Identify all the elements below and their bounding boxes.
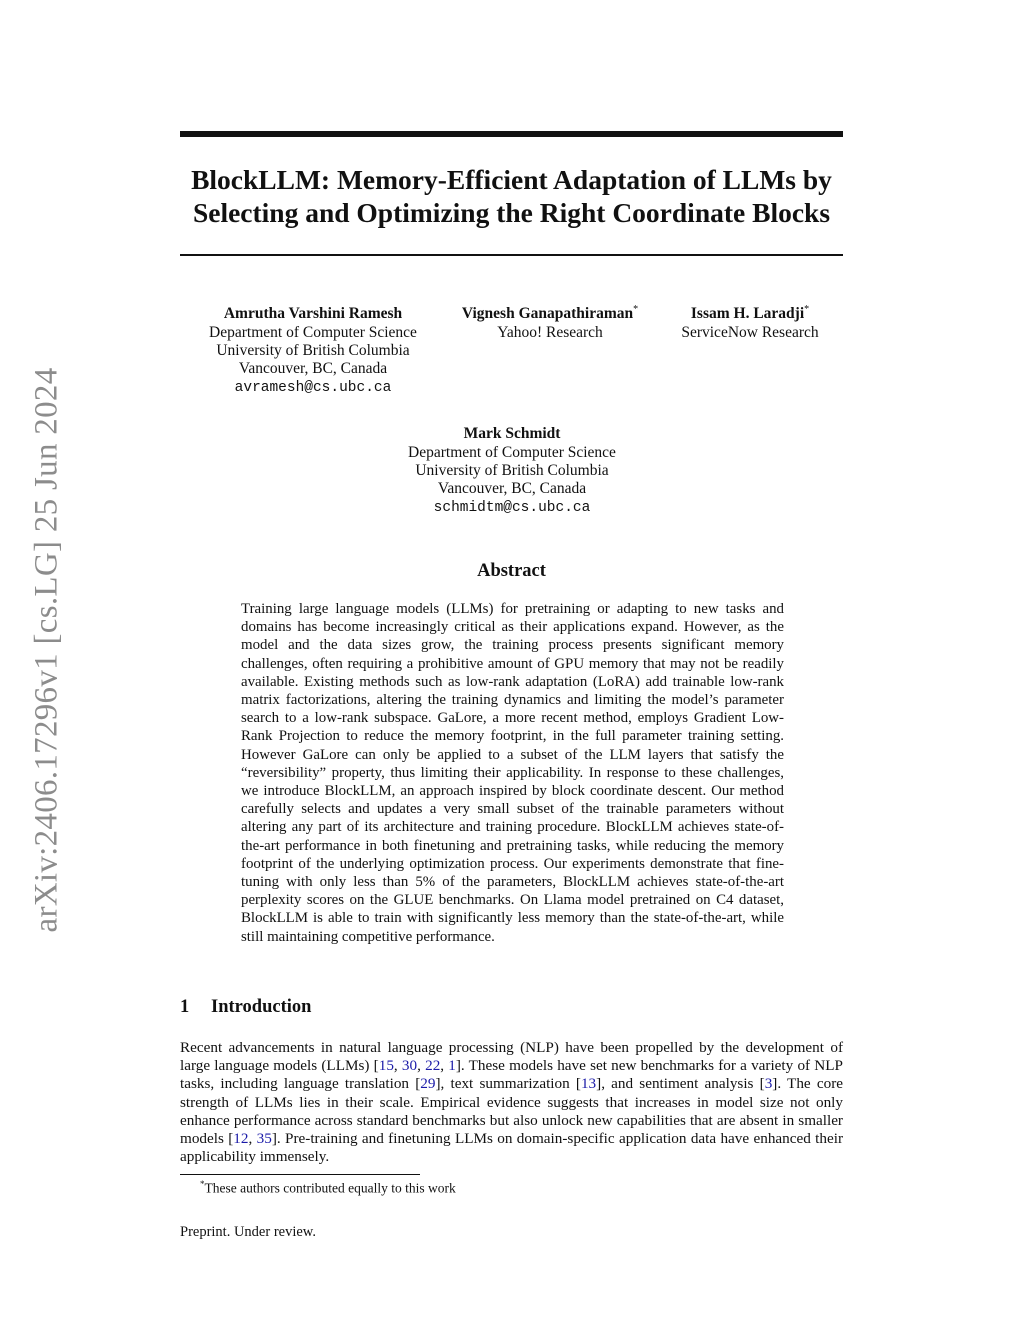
author-block-2 xyxy=(445,301,655,342)
preprint-note: Preprint. Under review. xyxy=(180,1224,316,1240)
citation-link[interactable]: 12 xyxy=(233,1130,249,1148)
title-top-rule xyxy=(180,131,843,137)
section-heading-introduction xyxy=(180,997,311,1018)
citation-link[interactable]: 13 xyxy=(580,1075,597,1093)
author-affiliation: Department of Computer Science xyxy=(209,323,417,341)
author-affiliation: ServiceNow Research xyxy=(681,323,819,341)
author-email[interactable]: avramesh@cs.ubc.ca xyxy=(234,379,392,396)
arxiv-identifier: arXiv:2406.17296v1 [cs.LG] 25 Jun 2024 xyxy=(28,367,65,933)
introduction-paragraph: Recent advancements in natural language processing (NLP) have been propelled by the development of large language models (LLMs) [15, 30, 22, 1]. These models have set new benchmarks for a variety of NLP tasks, including language translation [29], text summarization [13], and sentiment analysis [3]. The core strength of LLMs lies in their scale. Empirical evidence suggests that increases in model size not only enhance performance across standard benchmarks but also unlock new capabilities that are absent in smaller models [12, 35]. Pre-training and finetuning LLMs on domain-specific application data have enhanced their applicability immensely. xyxy=(180,1039,843,1166)
citation-link[interactable]: 1 xyxy=(448,1057,456,1075)
author-name: Amrutha Varshini Ramesh xyxy=(223,305,403,323)
author-block-4 xyxy=(380,421,644,517)
author-affiliation: University of British Columbia xyxy=(415,461,609,479)
footnote-rule xyxy=(180,1174,420,1175)
title-line-1: BlockLLM: Memory-Efficient Adaptation of LLMs by xyxy=(191,164,832,195)
title-line-2: Selecting and Optimizing the Right Coordinate Blocks xyxy=(192,197,831,228)
abstract-heading: Abstract xyxy=(477,561,546,581)
author-email[interactable]: schmidtm@cs.ubc.ca xyxy=(433,499,591,516)
section-title: Introduction xyxy=(211,997,312,1017)
author-block-3 xyxy=(667,301,833,342)
citation-link[interactable]: 3 xyxy=(764,1075,773,1093)
author-affiliation: Department of Computer Science xyxy=(408,443,616,461)
author-affiliation: Vancouver, BC, Canada xyxy=(238,360,388,378)
author-affiliation: Yahoo! Research xyxy=(497,323,603,341)
author-name: Issam H. Laradji* xyxy=(690,304,810,323)
author-affiliation: University of British Columbia xyxy=(216,341,410,359)
citation-link[interactable]: 15 xyxy=(378,1057,394,1075)
abstract-text: Training large language models (LLMs) for pretraining or adapting to new tasks and domains has become increasingly critical as their applications expand. However, as the model and the data sizes grow, the training process presents significant memory challenges, often requiring a prohibitive amount of GPU memory that may not be readily available. Existing methods such as low-rank adaptation (LoRA) add trainable low-rank matrix factorizations, altering the training dynamics and limiting the model’s parameter search to a low-rank subspace. GaLore, a more recent method, employs Gradient Low-Rank Projection to reduce the memory footprint, in the full parameter training setting. However GaLore can only be applied to a subset of the LLM layers that satisfy the “reversibility” property, thus limiting their applicability. In response to these challenges, we introduce BlockLLM, an approach inspired by block coordinate descent. Our method carefully selects and updates a very small subset of the trainable parameters without altering any part of its architecture and training procedure. BlockLLM achieves state-of-the-art performance in both finetuning and pretraining tasks, while reducing the memory footprint of the underlying optimization process. Our experiments demonstrate that fine-tuning with only less than 5% of the parameters, BlockLLM achieves state-of-the-art perplexity scores on the GLUE benchmarks. On Llama model pretrained on C4 dataset, BlockLLM is able to train with significantly less memory than the state-of-the-art, while still maintaining competitive performance. xyxy=(241,601,784,945)
author-affiliation: Vancouver, BC, Canada xyxy=(437,480,587,498)
author-name: Vignesh Ganapathiraman* xyxy=(461,304,639,323)
citation-link[interactable]: 29 xyxy=(420,1075,436,1093)
citation-link[interactable]: 35 xyxy=(256,1130,272,1148)
title-bottom-rule xyxy=(180,254,843,256)
author-block-1 xyxy=(196,301,430,397)
citation-link[interactable]: 30 xyxy=(401,1057,418,1075)
footnote: *These authors contributed equally to this work xyxy=(200,1179,456,1196)
author-name: Mark Schmidt xyxy=(463,425,561,443)
paper-title xyxy=(180,163,843,229)
citation-link[interactable]: 22 xyxy=(425,1057,441,1075)
section-number: 1 xyxy=(180,997,190,1017)
